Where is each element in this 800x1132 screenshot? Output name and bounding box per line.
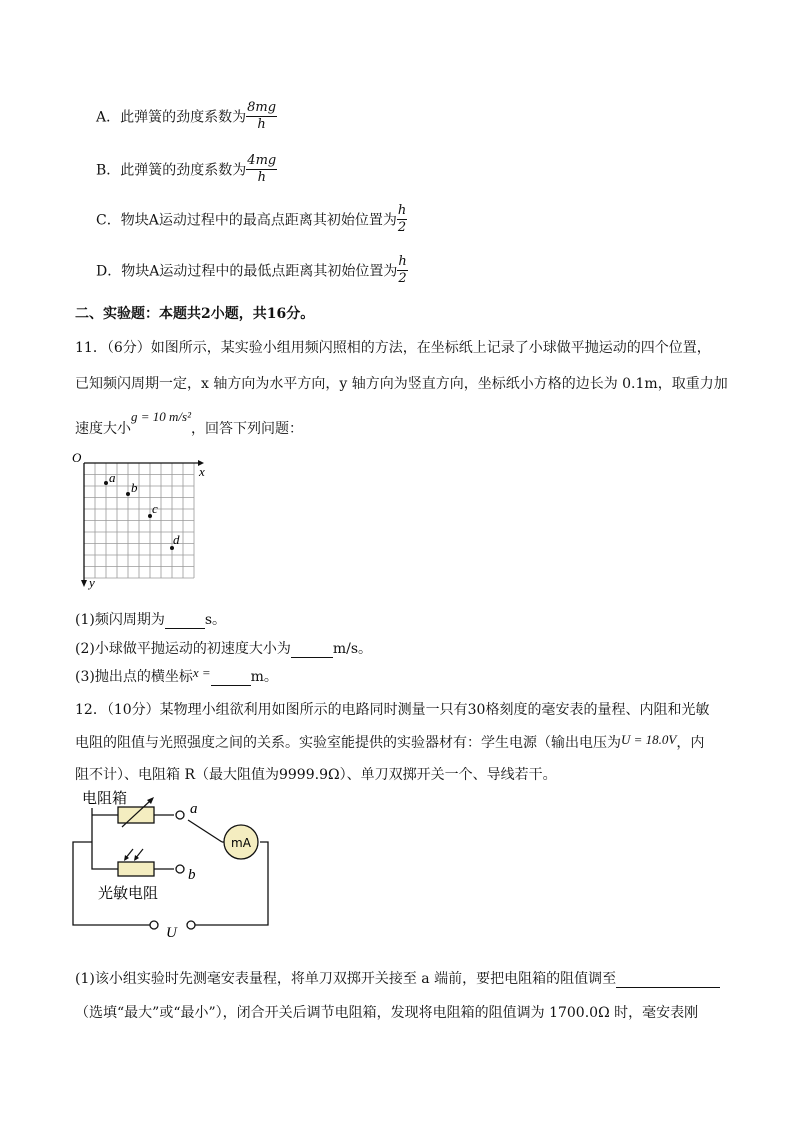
option-b-text: B．此弹簧的劲度系数为 xyxy=(96,162,247,179)
option-b xyxy=(96,153,277,186)
photoresistor-label: 光敏电阻 xyxy=(98,884,159,902)
point-b-label: b xyxy=(131,480,138,495)
q12-line-2-text-a: 电阻的阻值与光照强度之间的关系。实验室能提供的实验器材有：学生电源（输出电压为 xyxy=(75,735,621,751)
terminal-a-label: a xyxy=(190,801,198,817)
q12-sub-1-line-2: （选填“最大”或“最小”），闭合开关后调节电阻箱，发现将电阻箱的阻值调为 1700.0Ω 时，毫安表刚 xyxy=(75,1005,699,1021)
gravity-formula: g = 10 m/s² xyxy=(131,409,191,424)
q12-line-1: 12．（10分）某物理小组欲利用如图所示的电路同时测量一只有30格刻度的毫安表的量程、内阻和光敏 xyxy=(75,702,710,718)
terminal-b-label: b xyxy=(188,867,196,883)
option-b-fraction xyxy=(246,153,277,186)
option-a-fraction xyxy=(246,100,277,133)
milliammeter-label: mA xyxy=(231,836,251,850)
point-b xyxy=(126,492,130,496)
answer-blank[interactable] xyxy=(291,643,333,658)
option-d-fraction xyxy=(397,254,407,287)
wire-branch xyxy=(92,808,118,869)
photoresistor xyxy=(118,862,154,876)
terminal-b xyxy=(176,865,184,873)
source-label: U xyxy=(166,925,177,940)
x-axis-label: x xyxy=(199,464,205,479)
option-a xyxy=(96,100,277,133)
resistance-box-label: 电阻箱 xyxy=(82,789,128,807)
option-d xyxy=(96,254,408,287)
fraction-denominator: h xyxy=(257,170,266,185)
q11-line-2: 已知频闪周期一定，x 轴方向为水平方向，y 轴方向为竖直方向，坐标纸小方格的边长为 0.1m，取重力加 xyxy=(75,376,728,392)
circuit-diagram xyxy=(70,785,290,940)
y-axis-arrow xyxy=(81,580,87,587)
q11-sub-1 xyxy=(75,609,226,629)
fraction-denominator: 2 xyxy=(397,220,407,235)
fraction-numerator: h xyxy=(397,203,407,218)
fraction-denominator: h xyxy=(257,117,266,132)
resistance-box xyxy=(118,807,154,823)
source-terminal-left xyxy=(150,921,158,929)
terminal-a xyxy=(176,811,184,819)
y-axis-label: y xyxy=(89,575,95,590)
q11-sub-3-text: (3)抛出点的横坐标 xyxy=(75,669,193,685)
option-d-text: D．物块A运动过程中的最低点距离其初始位置为 xyxy=(96,263,398,280)
q11-sub-1-text: (1)频闪周期为 xyxy=(75,612,165,628)
q11-sub-2-text: (2)小球做平抛运动的初速度大小为 xyxy=(75,641,291,657)
switch-blade xyxy=(188,820,222,842)
q12-sub-1-text: (1)该小组实验时先测毫安表量程，将单刀双掷开关接至 a 端前，要把电阻箱的阻值调至 xyxy=(75,971,617,987)
q12-sub-1-line-1 xyxy=(75,968,720,988)
point-c-label: c xyxy=(152,501,158,516)
option-c xyxy=(96,203,407,236)
fraction-numerator: h xyxy=(398,254,407,269)
x-formula: x = xyxy=(192,665,211,680)
answer-blank[interactable] xyxy=(616,973,720,988)
point-a xyxy=(104,481,108,485)
q12-line-2 xyxy=(75,732,704,752)
point-a-label: a xyxy=(109,470,116,485)
q11-line-1: 11．（6分）如图所示，某实验小组用频闪照相的方法，在坐标纸上记录了小球做平抛运动的四个位置， xyxy=(75,340,711,356)
option-c-text: C．物块A运动过程中的最高点距离其初始位置为 xyxy=(96,212,397,229)
q11-line-3 xyxy=(75,409,303,438)
q11-sub-3 xyxy=(75,666,278,686)
q11-sub-1-unit: s。 xyxy=(204,612,227,628)
fraction-denominator: 2 xyxy=(398,271,407,286)
point-d-label: d xyxy=(173,532,180,547)
option-c-fraction xyxy=(397,203,407,236)
section-header: 二、实验题：本题共2小题，共16分。 xyxy=(75,306,315,322)
option-a-text: A．此弹簧的劲度系数为 xyxy=(96,109,247,126)
q11-sub-2-unit: m/s。 xyxy=(332,641,373,657)
fraction-numerator: 4mg xyxy=(247,153,277,168)
projectile-grid-figure xyxy=(70,450,220,590)
answer-blank[interactable] xyxy=(211,671,251,686)
origin-label: O xyxy=(72,450,82,465)
fraction-numerator: 8mg xyxy=(247,100,277,115)
q11-sub-3-unit: m。 xyxy=(250,669,278,685)
voltage-formula: U = 18.0V xyxy=(621,732,677,747)
grid-lines xyxy=(84,463,194,578)
source-terminal-right xyxy=(187,921,195,929)
q12-line-2-text-b: ，内 xyxy=(676,735,705,751)
answer-blank[interactable] xyxy=(165,614,205,629)
q11-line-3-text-a: 速度大小 xyxy=(75,421,131,437)
q11-line-3-text-b: ，回答下列问题： xyxy=(190,421,303,437)
q11-sub-2 xyxy=(75,638,372,658)
q12-line-3: 阻不计）、电阻箱 R（最大阻值为9999.9Ω）、单刀双掷开关一个、导线若干。 xyxy=(75,767,557,783)
